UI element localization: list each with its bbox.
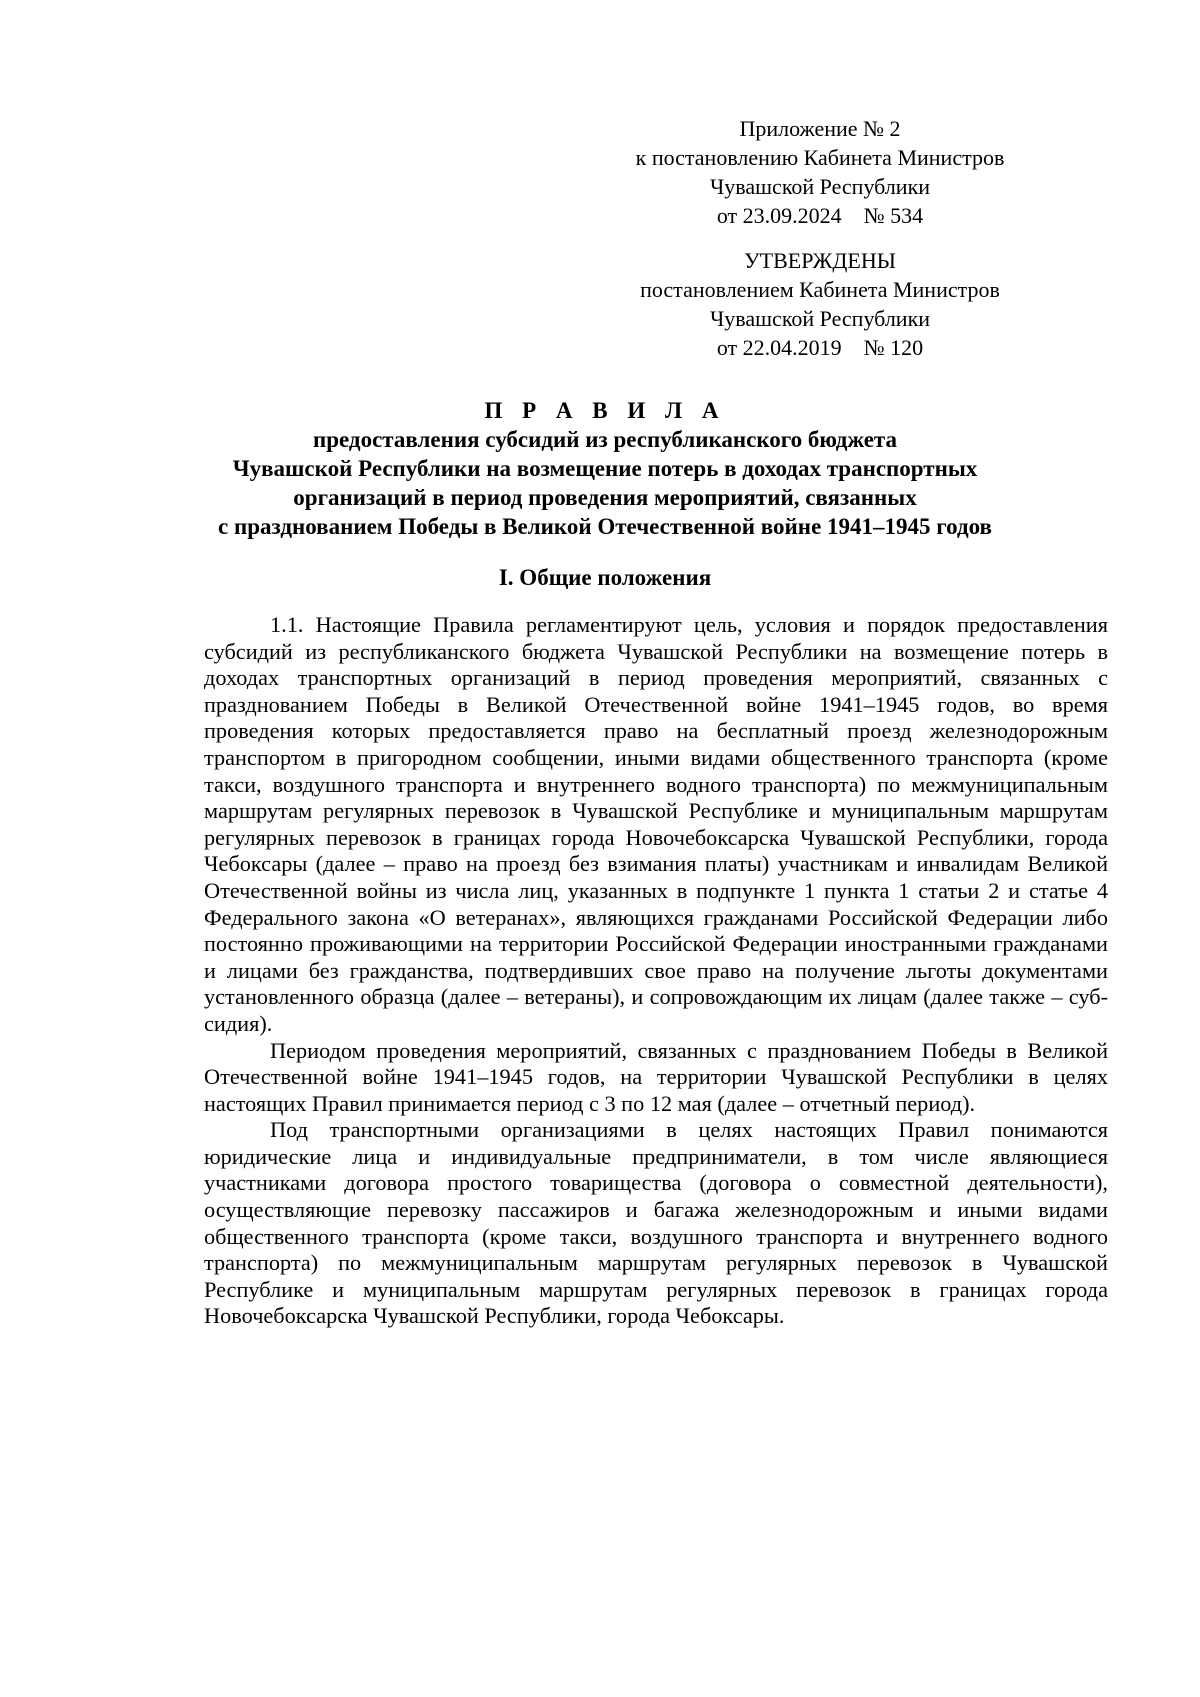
approval-republic: Чувашской Республики xyxy=(709,306,931,331)
paragraph-transport-organizations: Под транспортными организациями в целях настоящих Правил понимаются юридические лица и индивидуальные предприниматели, в том числе являющиеся участниками договора простого товарищества (договора о совместной деятельности), осуществляющие перевозку пассажиров и багажа железнодорожным и иными видами общественного транспорта (кроме такси, воздушного транспорта и внутреннего водного транспорта) по межмуниципальным маршрутам регулярных перевозок в Чувашской Республике и муниципальным маршрутам регулярных перевозок в границах города Новочебоксарска Чувашской Республики, города Чебоксары. xyxy=(204,1117,1108,1329)
body-text xyxy=(204,612,1108,1330)
approval-heading: УТВЕРЖДЕНЫ xyxy=(744,248,896,273)
document-title xyxy=(110,396,1100,541)
annex-stamp xyxy=(600,114,1040,230)
title-word: П Р А В И Л А xyxy=(484,398,726,423)
title-line-4: с празднованием Победы в Великой Отечественной войне 1941–1945 годов xyxy=(218,514,992,539)
title-line-3: организаций в период проведения мероприятий, связанных xyxy=(293,485,917,510)
approval-reference: постановлением Кабинета Министров xyxy=(640,277,1000,302)
annex-reference: к постановлению Кабинета Министров xyxy=(635,145,1005,170)
annex-republic: Чувашской Республики xyxy=(709,174,931,199)
title-line-1: предоставления субсидий из республиканского бюджета xyxy=(312,427,897,452)
title-line-2: Чувашской Республики на возмещение потерь в доходах транспортных xyxy=(232,456,978,481)
approval-date-number: от 22.04.2019 № 120 xyxy=(716,335,924,360)
approval-stamp xyxy=(600,246,1040,362)
annex-number: Приложение № 2 xyxy=(739,116,901,141)
section-heading: I. Общие положения xyxy=(498,565,712,590)
annex-date-number: от 23.09.2024 № 534 xyxy=(716,203,924,228)
paragraph-reporting-period: Периодом проведения мероприятий, связанных с празднованием Победы в Великой Отечественной войне 1941–1945 годов, на территории Чувашской Республики в целях настоящих Правил принимается период с 3 по 12 мая (далее – отчетный период). xyxy=(204,1037,1108,1116)
paragraph-1-1: 1.1. Настоящие Правила регламентируют цель, условия и порядок предоставления субсидий из республиканского бюджета Чувашской Республики на возмещение потерь в доходах транспортных организаций в период проведения мероприятий, связанных с празднованием Победы в Великой Отечественной войне 1941–1945 годов, во время проведения которых предоставляется право на бесплатный проезд железнодорожным транспортом в пригородном сообщении, иными видами общественного транспорта (кроме такси, воздушного транспорта и внутреннего водного транспорта) по межмуниципальным маршрутам регулярных перевозок в Чувашской Республике и муниципальным маршрутам регулярных перевозок в границах города Новочебоксарска Чувашской Республики, города Чебоксары (далее – право на проезд без взимания платы) участникам и инвалидам Великой Отечественной войны из числа лиц, указанных в подпункте 1 пункта 1 статьи 2 и статье 4 Федерального закона «О ветеранах», являющихся гражданами Российской Федерации либо постоянно проживающими на территории Российской Федерации иностранными гражданами и лицами без гражданства, подтвердивших свое право на получение льготы документами установленного образца (далее – ветераны), и сопровождающим их лицам (далее также – субсидия). xyxy=(204,612,1108,1036)
